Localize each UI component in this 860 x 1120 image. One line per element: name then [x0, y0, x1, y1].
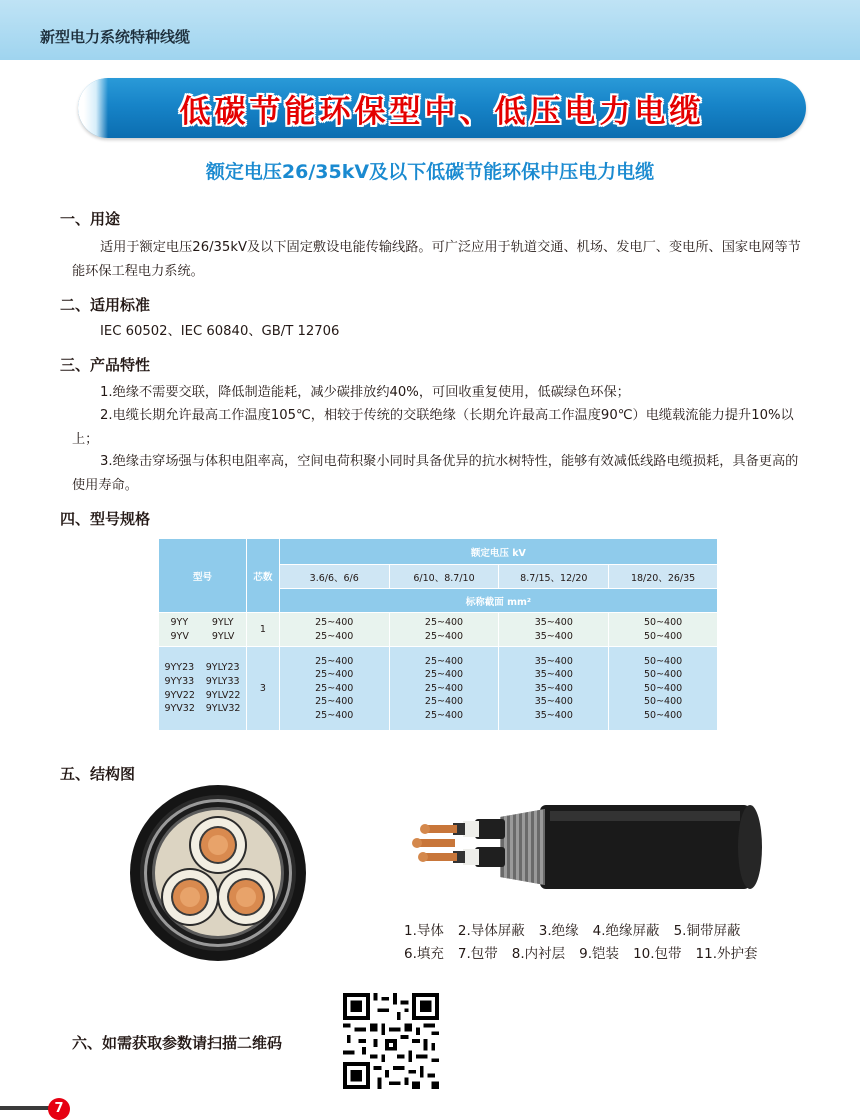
page-number: 7 [48, 1098, 70, 1120]
feature-item-3: 3.绝缘击穿场强与体积电阻率高，空间电荷积聚小同时具备优异的抗水树特性，能够有效减低线路电缆损耗，具备更高的使用寿命。 [72, 454, 799, 493]
col-cores-header: 芯数 [246, 539, 279, 613]
feature-item-2: 2.电缆长期允许最高工作温度105℃，相较于传统的交联绝缘（长期允许最高工作温度90℃）电缆载流能力提升10%以上； [72, 408, 794, 447]
legend-item: 5.铜带屏蔽 [673, 923, 741, 939]
cores-cell: 1 [246, 613, 279, 647]
model-list: 9YY23 9YY33 9YV22 9YV32 [164, 662, 195, 715]
section-cell: 35~400 35~400 [499, 613, 609, 647]
model-list: 9YLY 9YLV [211, 616, 235, 642]
page-title: 低碳节能环保型中、低压电力电缆 [179, 94, 705, 130]
model-cell [159, 647, 247, 731]
col-model-header: 型号 [159, 539, 247, 613]
col-section-header: 标称截面 mm² [279, 589, 717, 613]
legend-item: 2.导体屏蔽 [457, 923, 525, 939]
voltage-cell: 8.7/15、12/20 [499, 565, 609, 589]
model-list: 9YLY23 9YLY33 9YLV22 9YLV32 [205, 662, 241, 715]
section-cell: 25~400 25~400 [279, 613, 389, 647]
top-header-bar [0, 0, 860, 60]
section-cell: 25~400 25~400 25~400 25~400 25~400 [389, 647, 499, 731]
legend-item: 8.内衬层 [511, 946, 566, 962]
legend-row [404, 920, 772, 943]
legend-item: 4.绝缘屏蔽 [592, 923, 660, 939]
feature-item-1: 1.绝缘不需要交联，降低制造能耗，减少碳排放约40%，可回收重复使用，低碳绿色环保； [100, 385, 630, 400]
legend-item: 10.包带 [633, 946, 682, 962]
series-title: 新型电力系统特种线缆 [40, 28, 191, 46]
heading-features: 三、产品特性 [60, 356, 151, 374]
voltage-cell: 6/10、8.7/10 [389, 565, 499, 589]
usage-text: 适用于额定电压26/35kV及以下固定敷设电能传输线路。可广泛应用于轨道交通、机场、发电厂、变电所、国家电网等节能环保工程电力系统。 [72, 240, 801, 279]
heading-standards: 二、适用标准 [60, 296, 151, 314]
section-cell: 50~400 50~400 [609, 613, 718, 647]
section-cell: 50~400 50~400 50~400 50~400 50~400 [609, 647, 718, 731]
legend-row [404, 943, 772, 966]
section-cell: 35~400 35~400 35~400 35~400 35~400 [499, 647, 609, 731]
spec-table [158, 538, 718, 731]
voltage-cell: 18/20、26/35 [609, 565, 718, 589]
model-cell [159, 613, 247, 647]
heading-usage: 一、用途 [60, 210, 121, 228]
standards-text: IEC 60502、IEC 60840、GB/T 12706 [100, 324, 340, 339]
legend-item: 9.铠装 [579, 946, 620, 962]
footer-bar [0, 1106, 52, 1110]
legend-item: 11.外护套 [695, 946, 758, 962]
qr-heading: 六、如需获取参数请扫描二维码 [72, 1034, 283, 1052]
structure-legend [404, 920, 772, 966]
section-cell: 25~400 25~400 [389, 613, 499, 647]
col-voltage-header: 额定电压 kV [279, 539, 717, 565]
model-list: 9YY 9YV [170, 616, 189, 642]
cores-cell: 3 [246, 647, 279, 731]
qr-code-image[interactable] [343, 993, 439, 1089]
heading-spec: 四、型号规格 [60, 510, 151, 528]
legend-item: 7.包带 [457, 946, 498, 962]
section-cell: 25~400 25~400 25~400 25~400 25~400 [279, 647, 389, 731]
heading-structure: 五、结构图 [60, 765, 136, 783]
legend-item: 3.绝缘 [538, 923, 579, 939]
legend-item: 1.导体 [404, 923, 444, 939]
cable-side-view-image [405, 803, 765, 893]
legend-item: 6.填充 [404, 946, 444, 962]
page-subtitle: 额定电压26/35kV及以下低碳节能环保中压电力电缆 [205, 161, 655, 183]
cable-cross-section-image [128, 783, 308, 963]
voltage-cell: 3.6/6、6/6 [279, 565, 389, 589]
